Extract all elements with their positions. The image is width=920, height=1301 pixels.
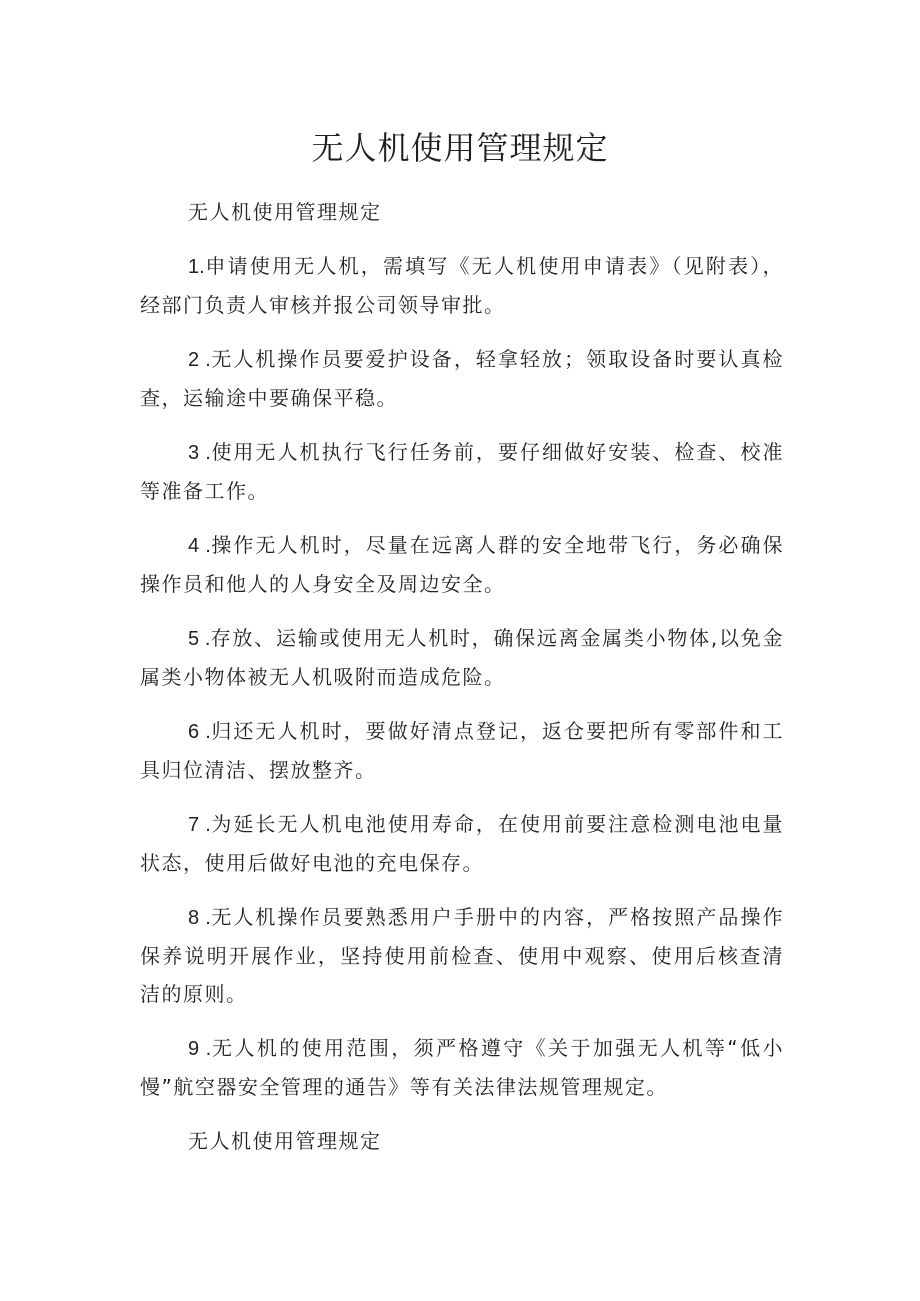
document-body [140, 193, 784, 1176]
rule-item-3 [140, 433, 784, 510]
rule-text: 操作无人机时，尽量在远离人群的安全地带飞行，务必确保操作员和他人的人身安全及周边安全。 [140, 533, 785, 596]
rule-number: 7 . [188, 814, 211, 836]
rule-item-7 [140, 805, 784, 882]
rule-text: 无人机操作员要熟悉用户手册中的内容，严格按照产品操作保养说明开展作业，坚持使用前检查、使用中观察、使用后核查清洁的原则。 [140, 905, 785, 1006]
rule-item-1 [140, 247, 784, 324]
rule-number: 1. [188, 256, 205, 278]
rule-number: 4 . [188, 535, 211, 557]
rule-item-6 [140, 712, 784, 789]
rule-item-9 [140, 1029, 784, 1106]
rule-number: 5 . [188, 628, 211, 650]
rule-number: 2 . [188, 349, 211, 371]
rule-text: 使用无人机执行飞行任务前，要仔细做好安装、检查、校准等准备工作。 [140, 440, 785, 503]
document-subtitle: 无人机使用管理规定 [188, 200, 382, 224]
rule-number: 9 . [188, 1038, 212, 1060]
rule-item-5 [140, 619, 784, 696]
document-footer-heading: 无人机使用管理规定 [188, 1129, 382, 1153]
document-title: 无人机使用管理规定 [311, 129, 609, 167]
rule-text: 无人机的使用范围，须严格遵守《关于加强无人机等“低小慢”航空器安全管理的通告》等有关法律法规管理规定。 [140, 1036, 784, 1099]
rule-number: 3 . [188, 442, 211, 464]
rule-text: 无人机操作员要爱护设备，轻拿轻放；领取设备时要认真检查，运输途中要确保平稳。 [140, 347, 785, 410]
rule-text: 存放、运输或使用无人机时，确保远离金属类小物体,以免金属类小物体被无人机吸附而造成危险。 [140, 626, 784, 689]
rule-text: 归还无人机时，要做好清点登记，返仓要把所有零部件和工具归位清洁、摆放整齐。 [140, 719, 785, 782]
rule-item-8 [140, 898, 784, 1013]
rule-number: 8 . [188, 907, 211, 929]
rule-item-2 [140, 340, 784, 417]
rule-item-4 [140, 526, 784, 603]
rule-number: 6 . [188, 721, 211, 743]
rule-text: 为延长无人机电池使用寿命，在使用前要注意检测电池电量状态，使用后做好电池的充电保存。 [140, 812, 785, 875]
rule-text: 申请使用无人机，需填写《无人机使用申请表》（见附表），经部门负责人审核并报公司领导审批。 [140, 254, 784, 317]
